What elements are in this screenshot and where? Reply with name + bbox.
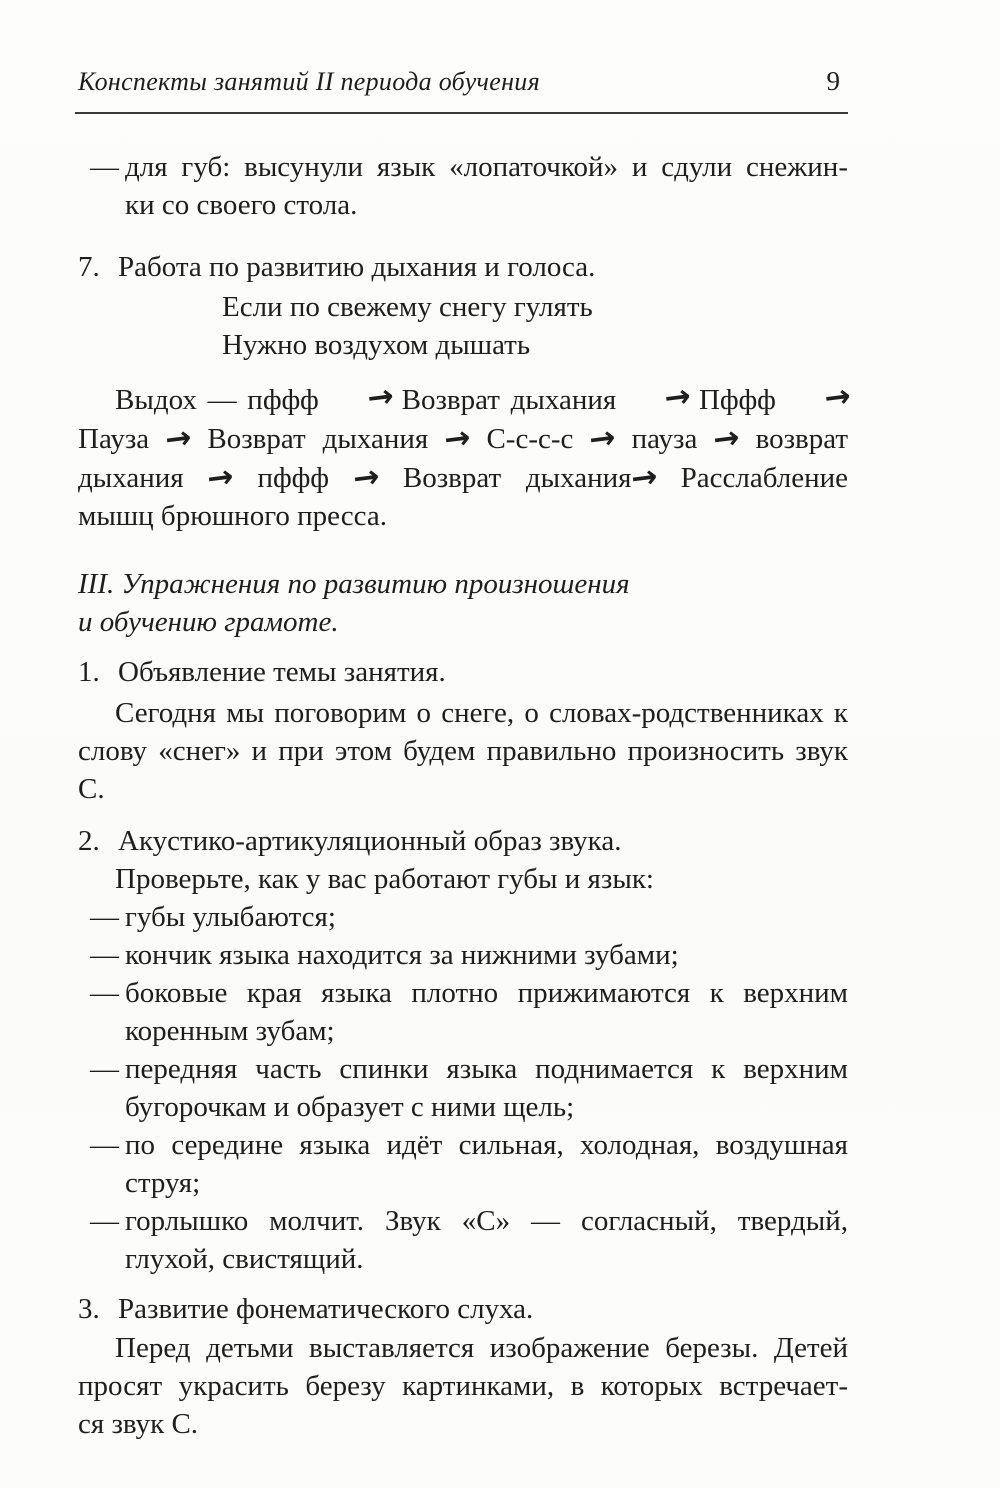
text-line: ки со своего стола. bbox=[125, 189, 358, 221]
task-3-heading bbox=[78, 1290, 848, 1328]
text-line: слову «снег» и при этом будем правильно произносить звук С. bbox=[78, 735, 848, 805]
page-header bbox=[78, 66, 848, 97]
page-number: 9 bbox=[826, 66, 840, 96]
task-1-heading bbox=[78, 653, 848, 691]
heading-line: III. Упражнения по развитию произношения bbox=[78, 568, 630, 600]
lips-exercise-item bbox=[78, 148, 848, 224]
task-number: 3. bbox=[78, 1293, 100, 1325]
breathing-sequence-paragraph bbox=[78, 376, 853, 535]
text-line: передняя часть спинки языка поднимается к верхним bbox=[125, 1053, 848, 1085]
text-line: глухой, свистящий. bbox=[125, 1243, 364, 1275]
task-number: 1. bbox=[78, 656, 100, 688]
text-line: горлышко молчит. Звук «С» — согласный, твердый, bbox=[125, 1205, 848, 1237]
text-line: Сегодня мы поговорим о снеге, о словах-родственниках к bbox=[115, 697, 848, 729]
header-rule bbox=[75, 112, 848, 114]
task-title: Работа по развитию дыхания и голоса. bbox=[118, 251, 596, 283]
articulation-item bbox=[78, 936, 848, 974]
text-line: для губ: высунули язык «лопаточкой» и сдули снежин- bbox=[125, 151, 848, 183]
dash-marker: — bbox=[90, 1129, 119, 1161]
dash-marker: — bbox=[90, 151, 119, 183]
articulation-item bbox=[78, 1050, 848, 1126]
heading-line: и обучению грамоте. bbox=[78, 606, 339, 638]
articulation-item bbox=[78, 1126, 848, 1202]
dash-marker: — bbox=[90, 1053, 119, 1085]
task-2-heading bbox=[78, 822, 848, 860]
task-number: 7. bbox=[78, 251, 100, 283]
text-line: боковые края языка плотно прижимаются к верхним bbox=[125, 977, 848, 1009]
task-number: 2. bbox=[78, 825, 100, 857]
text-line: ся звук С. bbox=[78, 1408, 199, 1440]
task-7-heading bbox=[78, 248, 848, 286]
poem-line: Если по свежему снегу гулять bbox=[222, 291, 593, 323]
dash-marker: — bbox=[90, 901, 119, 933]
articulation-check-intro: Проверьте, как у вас работают губы и язык: bbox=[115, 863, 654, 895]
articulation-list bbox=[78, 898, 848, 1278]
text-line: Пауза → Возврат дыхания → С-с-с-с → пауза → возврат bbox=[78, 418, 849, 458]
articulation-item bbox=[78, 898, 848, 936]
phonemic-paragraph bbox=[78, 1329, 848, 1443]
text-line: бугорочкам и образует с ними щель; bbox=[125, 1091, 575, 1123]
text-line: струя; bbox=[125, 1167, 201, 1199]
poem bbox=[222, 288, 848, 364]
text-line: дыхания → пффф → Возврат дыхания→ Расслабление bbox=[78, 457, 848, 497]
running-header-title: Конспекты занятий II периода обучения bbox=[78, 67, 540, 96]
poem-line: Нужно воздухом дышать bbox=[222, 329, 531, 361]
text-line: кончик языка находится за нижними зубами; bbox=[125, 939, 679, 971]
text-line: губы улыбаются; bbox=[125, 901, 336, 933]
task-title: Акустико-артикуляционный образ звука. bbox=[118, 825, 622, 857]
text-line: коренным зубам; bbox=[125, 1015, 335, 1047]
topic-paragraph bbox=[78, 694, 848, 808]
articulation-item bbox=[78, 974, 848, 1050]
text-line: мышц брюшного пресса. bbox=[78, 500, 387, 532]
text-line: просят украсить березу картинками, в которых встречает- bbox=[78, 1370, 848, 1402]
task-title: Развитие фонематического слуха. bbox=[118, 1293, 534, 1325]
dash-marker: — bbox=[90, 1205, 119, 1237]
dash-marker: — bbox=[90, 939, 119, 971]
text-line: по середине языка идёт сильная, холодная, воздушная bbox=[125, 1129, 848, 1161]
text-line: Выдох — пффф → Возврат дыхания → Пффф → bbox=[115, 376, 853, 417]
text-line: Перед детьми выставляется изображение березы. Детей bbox=[115, 1332, 848, 1364]
articulation-item bbox=[78, 1202, 848, 1278]
dash-marker: — bbox=[90, 977, 119, 1009]
task-title: Объявление темы занятия. bbox=[118, 656, 446, 688]
section-3-heading bbox=[78, 565, 848, 641]
